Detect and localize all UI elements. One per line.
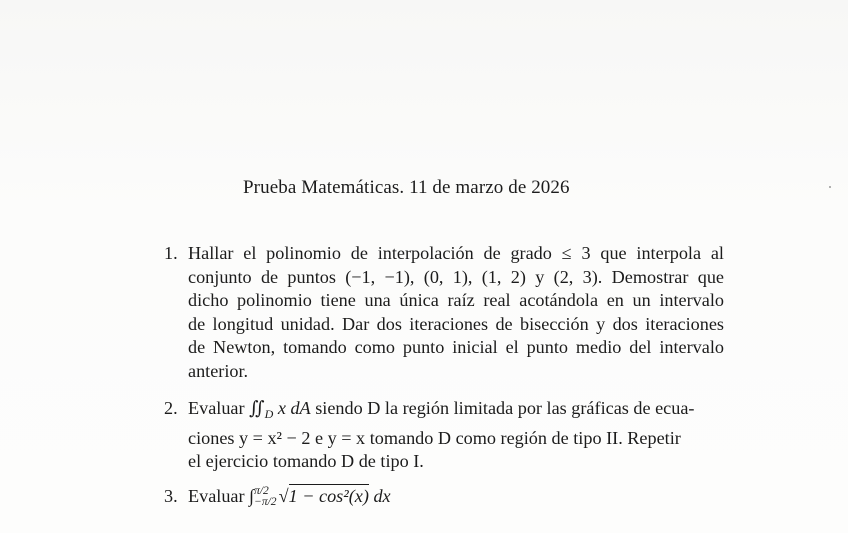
double-integral-symbol: ∬: [249, 398, 265, 418]
problem-line: [188, 485, 724, 509]
lower-limit: −π/2: [254, 495, 277, 508]
problem-line: Hallar el polinomio de interpolación de grado ≤ 3 que interpola al: [188, 243, 724, 263]
problem-text: [188, 242, 724, 384]
paper-speck: [829, 186, 831, 188]
problem-2: [164, 397, 724, 474]
problem-text: [188, 485, 724, 509]
problem-line: de longitud unidad. Dar dos iteraciones de bisección y dos iteraciones: [188, 313, 724, 334]
text-fragment: Evaluar: [188, 486, 250, 506]
upper-limit: π/2: [254, 484, 269, 497]
integrand: x dA: [273, 398, 311, 418]
text-fragment: siendo D la región limitada por las gráficas de ecua-: [310, 398, 695, 418]
problem-3: [164, 485, 724, 509]
radical-symbol: √: [278, 486, 289, 506]
problem-number: 1.: [164, 243, 178, 263]
problem-1: [164, 242, 724, 384]
problem-line: ciones y = x² − 2 e y = x tomando D como región de tipo II. Repetir: [188, 427, 681, 448]
problem-number: 2.: [164, 398, 178, 418]
problem-line: de Newton, tomando como punto inicial el punto medio del intervalo: [188, 337, 724, 358]
problem-line: anterior.: [188, 360, 249, 381]
problem-line: dicho polinomio tiene una única raíz real acotándola en un intervalo: [188, 290, 724, 311]
problem-number: 3.: [164, 486, 178, 506]
radicand: 1 − cos²(x): [288, 486, 369, 506]
text-fragment: Evaluar: [188, 398, 250, 418]
integral-limits: [254, 486, 276, 508]
exam-title: Prueba Matemáticas. 11 de marzo de 2026: [243, 177, 570, 198]
problem-line: conjunto de puntos (−1, −1), (0, 1), (1, 2) y (2, 3). Demostrar que: [188, 266, 724, 287]
integral-symbol: ∫: [249, 486, 255, 506]
region-subscript: D: [264, 407, 274, 421]
differential: dx: [368, 486, 391, 506]
problem-text: [188, 397, 724, 474]
problem-line: [188, 397, 724, 427]
problem-line: el ejercicio tomando D de tipo I.: [188, 451, 424, 472]
